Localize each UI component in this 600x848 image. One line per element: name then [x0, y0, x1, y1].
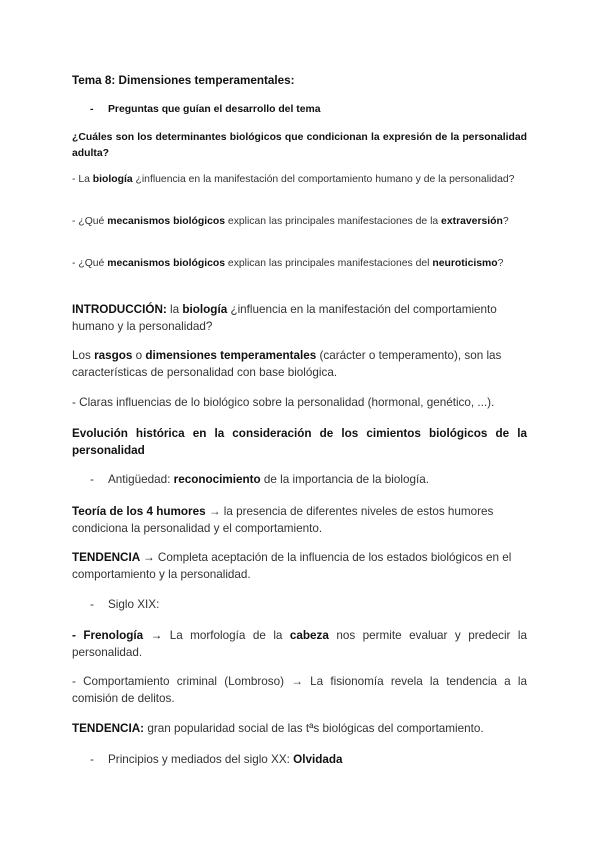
claras-paragraph: - Claras influencias de lo biológico sobre la personalidad (hormonal, genético, ...).: [72, 396, 495, 409]
subheading: - Preguntas que guían el desarrollo del tema: [90, 104, 321, 115]
tendencia-2-paragraph: TENDENCIA: gran popularidad social de las tªs biológicas del comportamiento.: [72, 722, 484, 735]
rasgos-paragraph: Los rasgos o dimensiones temperamentales (carácter o temperamento), son las características de personalidad con base biológica.: [72, 349, 502, 379]
question-3: - ¿Qué mecanismos biológicos explican las principales manifestaciones del neuroticismo?: [72, 258, 504, 269]
introduction-paragraph: INTRODUCCIÓN: la biología ¿influencia en la manifestación del comportamiento humano y la personalidad?: [72, 303, 497, 333]
siglo-xx-item: - Principios y mediados del siglo XX: Olvidada: [90, 753, 343, 766]
main-question: ¿Cuáles son los determinantes biológicos que condicionan la expresión de la personalidad adulta?: [72, 132, 527, 159]
question-1: - La biología ¿influencia en la manifestación del comportamiento humano y de la personalidad?: [72, 174, 515, 185]
criminal-paragraph: - Comportamiento criminal (Lombroso) → La fisionomía revela la tendencia a la comisión de delitos.: [72, 675, 527, 705]
humores-paragraph: Teoría de los 4 humores → la presencia de diferentes niveles de estos humores condiciona la personalidad y el comportamiento.: [72, 505, 494, 535]
tendencia-1-paragraph: TENDENCIA → Completa aceptación de la influencia de los estados biológicos en el comportamiento y la personalidad.: [72, 551, 512, 581]
frenologia-paragraph: - Frenología → La morfología de la cabeza nos permite evaluar y predecir la personalidad.: [72, 629, 527, 659]
page-title: Tema 8: Dimensiones temperamentales:: [72, 74, 295, 87]
question-2: - ¿Qué mecanismos biológicos explican las principales manifestaciones de la extraversión?: [72, 216, 509, 227]
siglo-xix-item: - Siglo XIX:: [90, 598, 160, 611]
evolucion-heading: Evolución histórica en la consideración de los cimientos biológicos de la personalidad: [72, 427, 527, 457]
antiguedad-item: - Antigüedad: reconocimiento de la importancia de la biología.: [90, 473, 429, 486]
